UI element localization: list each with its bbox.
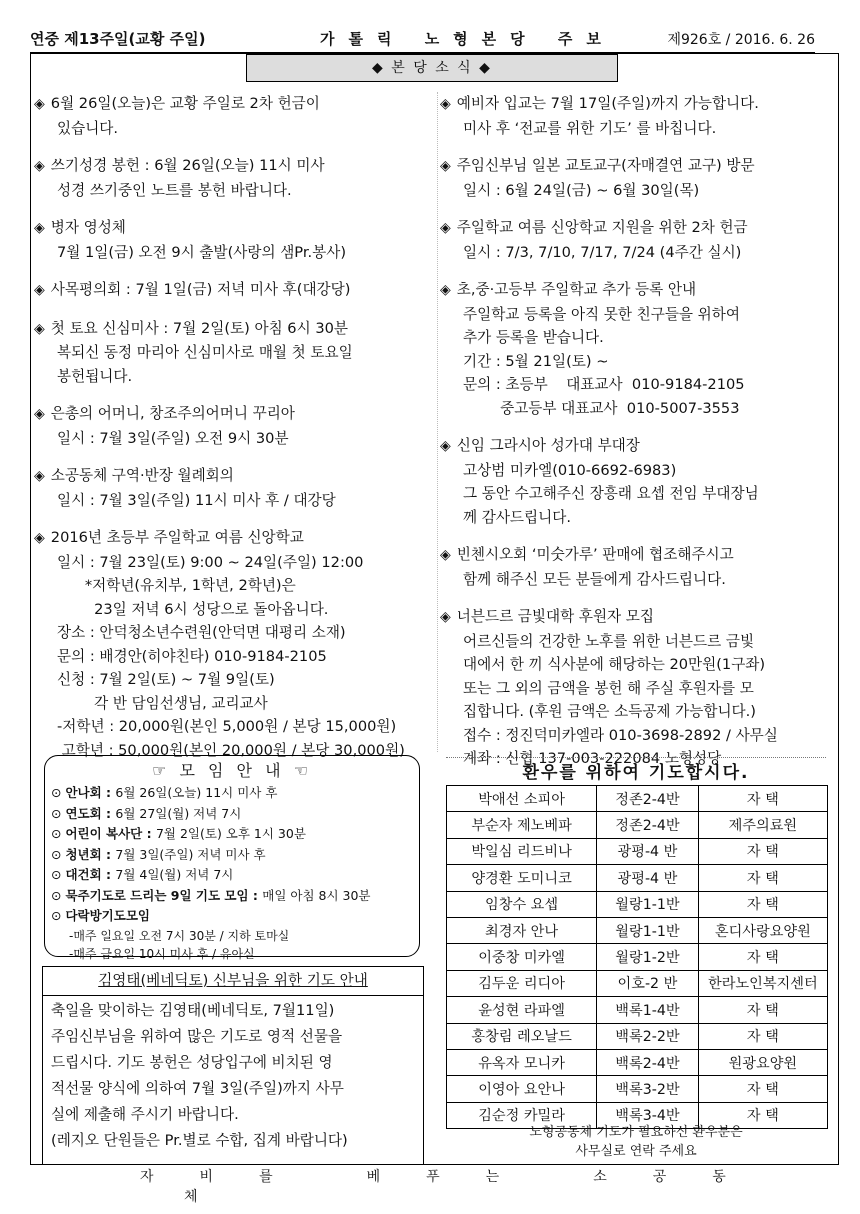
sick-note-line: 사무실로 연락 주세요 bbox=[575, 1144, 697, 1159]
right-news-item bbox=[440, 543, 840, 591]
left-news-column bbox=[34, 92, 434, 776]
news-item-heading-text: 주일학교 여름 신앙학교 지원을 위한 2차 헌금 bbox=[456, 219, 748, 236]
diamond-bullet-icon: ◈ bbox=[34, 320, 45, 337]
meeting-name: 연도회 : bbox=[65, 805, 116, 821]
news-item-line: -저학년 : 20,000원(본인 5,000원 / 본당 15,000원) bbox=[57, 718, 397, 735]
patient-location: 혼디사랑요양원 bbox=[698, 917, 827, 943]
meeting-detail: 7월 4일(월) 저녁 7시 bbox=[115, 867, 234, 882]
news-item-line: 일시 : 6월 24일(금) ~ 6월 30일(목) bbox=[463, 181, 700, 199]
footer-char: 공 bbox=[652, 1169, 669, 1185]
diamond-bullet-icon: ◈ bbox=[440, 282, 451, 298]
left-news-item bbox=[34, 464, 434, 512]
table-row bbox=[447, 891, 828, 917]
patient-district: 이호-2 반 bbox=[597, 970, 699, 996]
patient-name: 김두운 리디아 bbox=[447, 970, 597, 996]
sick-note-line: 노형공동체 기도가 필요하신 환우분은 bbox=[529, 1125, 743, 1140]
patient-name: 박애선 소피아 bbox=[447, 786, 597, 812]
news-item-line: 신청 : 7월 2일(토) ~ 7월 9일(토) bbox=[57, 671, 275, 688]
table-row bbox=[447, 1023, 828, 1049]
news-item-heading bbox=[440, 543, 840, 568]
meeting-name: 묵주기도로 드리는 9일 기도 모임 : bbox=[65, 887, 263, 903]
diamond-bullet-icon: ◈ bbox=[34, 158, 45, 174]
news-item-line: 복되신 동정 마리아 신심미사로 매월 첫 토요일 bbox=[57, 344, 353, 361]
footer-char: 를 bbox=[259, 1169, 275, 1185]
news-item-heading-text: 신임 그라시아 성가대 부대장 bbox=[456, 437, 640, 454]
meeting-subline: -매주 일요일 오전 7시 30분 / 지하 토마실 bbox=[69, 928, 290, 943]
patient-location: 자 택 bbox=[698, 1023, 827, 1049]
table-row bbox=[447, 944, 828, 970]
news-item-line: 미사 후 ‘전교를 위한 기도’ 를 바칩니다. bbox=[463, 119, 717, 137]
prayer-notice-line: 적선물 양식에 의하여 7월 3일(주일)까지 사무 bbox=[51, 1080, 344, 1097]
meeting-row bbox=[45, 845, 419, 866]
news-item-line: 또는 그 외의 금액을 봉헌 해 주실 후원자를 모 bbox=[463, 679, 754, 697]
circle-dot-icon: ⊙ bbox=[51, 826, 66, 841]
right-news-item bbox=[440, 92, 840, 140]
news-item-heading-text: 초,중·고등부 주일학교 추가 등록 안내 bbox=[456, 281, 697, 298]
left-news-item bbox=[34, 317, 434, 389]
left-news-item bbox=[34, 92, 434, 140]
patient-district: 월랑1-2반 bbox=[597, 944, 699, 970]
patient-name: 유옥자 모니카 bbox=[447, 1049, 597, 1075]
meeting-detail: 7월 2일(토) 오후 1시 30분 bbox=[155, 826, 306, 841]
meeting-detail: 6월 27일(월) 저녁 7시 bbox=[115, 805, 242, 821]
diamond-bullet-icon: ◈ bbox=[34, 530, 45, 546]
news-item-heading-text: 첫 토요 신심미사 : 7월 2일(토) 아침 6시 30분 bbox=[50, 319, 348, 337]
news-item-heading-text: 사목평의회 : 7월 1일(금) 저녁 미사 후(대강당) bbox=[50, 281, 351, 298]
prayer-notice-box bbox=[42, 966, 424, 1165]
patient-district: 백록2-4반 bbox=[597, 1049, 699, 1075]
diamond-bullet-icon: ◈ bbox=[34, 282, 45, 298]
meeting-row bbox=[45, 906, 419, 927]
news-item-line: 문의 : 배경안(히야친타) 010-9184-2105 bbox=[57, 647, 327, 665]
patient-district: 정존2-4반 bbox=[597, 786, 699, 812]
circle-dot-icon: ⊙ bbox=[51, 867, 66, 882]
news-item-heading bbox=[34, 92, 434, 117]
table-row bbox=[447, 970, 828, 996]
meeting-row bbox=[45, 865, 419, 886]
news-item-line: 기간 : 5월 21일(토) ~ bbox=[463, 352, 609, 370]
news-item-line: 23일 저녁 6시 성당으로 돌아옵니다. bbox=[57, 600, 329, 618]
page-header bbox=[30, 26, 815, 54]
patient-district: 월랑1-1반 bbox=[597, 917, 699, 943]
table-row bbox=[447, 838, 828, 864]
news-item-line: 추가 등록을 받습니다. bbox=[463, 329, 604, 346]
meeting-name: 청년회 : bbox=[65, 846, 116, 862]
patient-district: 백록3-2반 bbox=[597, 1076, 699, 1102]
news-item-heading-text: 쓰기성경 봉헌 : 6월 26일(오늘) 11시 미사 bbox=[50, 157, 325, 174]
news-item-heading-text: 주임신부님 일본 교토교구(자매결연 교구) 방문 bbox=[456, 157, 755, 174]
patient-name: 이영아 요안나 bbox=[447, 1076, 597, 1102]
sick-list-title: 환우를 위하여 기도합시다. bbox=[522, 763, 750, 783]
diamond-bullet-icon: ◈ bbox=[34, 406, 45, 422]
news-item-line: 함께 해주신 모든 분들에게 감사드립니다. bbox=[463, 570, 726, 588]
news-item-heading-text: 예비자 입교는 7월 17일(주일)까지 가능합니다. bbox=[456, 95, 759, 112]
patient-district: 백록2-2반 bbox=[597, 1023, 699, 1049]
table-row bbox=[447, 997, 828, 1023]
patient-location: 제주의료원 bbox=[698, 812, 827, 838]
news-item-line: 어르신들의 건강한 노후를 위한 너븐드르 금빛 bbox=[463, 632, 755, 650]
patient-location: 자 택 bbox=[698, 1076, 827, 1102]
news-item-heading bbox=[440, 216, 840, 241]
patient-name: 부순자 제노베파 bbox=[447, 812, 597, 838]
news-item-line: 께 감사드립니다. bbox=[463, 508, 571, 526]
news-item-line: 집합니다. (후원 금액은 소득공제 가능합니다.) bbox=[463, 703, 756, 720]
prayer-notice-line: 실에 제출해 주시기 바랍니다. bbox=[51, 1106, 239, 1123]
news-item-line: 일시 : 7월 3일(주일) 오전 9시 30분 bbox=[57, 429, 289, 447]
circle-dot-icon: ⊙ bbox=[51, 785, 66, 800]
liturgical-week: 연중 제13주일(교황 주일) bbox=[30, 30, 206, 48]
news-item-heading bbox=[440, 92, 840, 117]
news-item-line: 그 동안 수고해주신 장흥래 요셉 전임 부대장님 bbox=[463, 485, 759, 502]
table-row bbox=[447, 865, 828, 891]
patient-name: 박일심 리드비나 bbox=[447, 838, 597, 864]
right-news-column bbox=[440, 92, 840, 785]
news-item-heading bbox=[34, 154, 434, 179]
patient-location: 한라노인복지센터 bbox=[698, 970, 827, 996]
prayer-notice-line: (레지오 단원들은 Pr.별로 수합, 집계 바랍니다) bbox=[51, 1132, 348, 1149]
news-item-line: 성경 쓰기중인 노트를 봉헌 바랍니다. bbox=[57, 181, 292, 199]
right-news-item bbox=[440, 605, 840, 771]
news-item-line: 일시 : 7월 3일(주일) 11시 미사 후 / 대강당 bbox=[57, 491, 336, 509]
column-divider bbox=[437, 92, 438, 752]
right-news-item bbox=[440, 216, 840, 264]
sick-list-note bbox=[446, 1123, 826, 1161]
circle-dot-icon: ⊙ bbox=[51, 805, 66, 821]
news-item-line: 접수 : 정진덕미카엘라 010-3698-2892 / 사무실 bbox=[463, 726, 778, 744]
right-news-item bbox=[440, 278, 840, 420]
patient-location: 자 택 bbox=[698, 944, 827, 970]
patient-name: 김순정 카밀라 bbox=[447, 1102, 597, 1128]
patient-district: 정존2-4반 bbox=[597, 812, 699, 838]
footer-char: 푸 bbox=[426, 1169, 442, 1185]
meeting-row bbox=[45, 783, 419, 804]
left-news-item bbox=[34, 216, 434, 264]
left-news-item bbox=[34, 278, 434, 303]
news-item-line: 7월 1일(금) 오전 9시 출발(사랑의 샘Pr.봉사) bbox=[57, 243, 347, 261]
news-item-line: 고학년 : 50,000원(본인 20,000원 / 본당 30,000원) bbox=[57, 741, 405, 759]
patient-location: 자 택 bbox=[698, 838, 827, 864]
patient-name: 최경자 안나 bbox=[447, 917, 597, 943]
meeting-detail: 6월 26일(오늘) 11시 미사 후 bbox=[115, 785, 278, 800]
patient-district: 백록1-4반 bbox=[597, 997, 699, 1023]
news-item-heading-text: 병자 영성체 bbox=[50, 219, 126, 236]
news-item-line: 있습니다. bbox=[57, 119, 119, 137]
footer-char: 동 bbox=[712, 1169, 728, 1185]
patient-district: 백록3-4반 bbox=[597, 1102, 699, 1128]
patient-location: 자 택 bbox=[698, 891, 827, 917]
diamond-bullet-icon: ◈ bbox=[440, 220, 451, 236]
news-item-heading-text: 6월 26일(오늘)은 교황 주일로 2차 헌금이 bbox=[50, 95, 320, 112]
patient-name: 이중창 미카엘 bbox=[447, 944, 597, 970]
news-item-line: 장소 : 안덕청소년수련원(안덕면 대평리 소재) bbox=[57, 624, 346, 641]
news-item-heading-text: 2016년 초등부 주일학교 여름 신앙학교 bbox=[50, 529, 304, 546]
footer-char: 는 bbox=[485, 1169, 502, 1185]
left-news-item bbox=[34, 402, 434, 450]
news-item-heading bbox=[34, 464, 434, 489]
patient-name: 홍창림 레오날드 bbox=[447, 1023, 597, 1049]
patient-location: 자 택 bbox=[698, 1102, 827, 1128]
patient-location: 자 택 bbox=[698, 997, 827, 1023]
news-item-line: *저학년(유치부, 1학년, 2학년)은 bbox=[57, 577, 296, 594]
circle-dot-icon: ⊙ bbox=[51, 908, 66, 923]
patient-location: 자 택 bbox=[698, 865, 827, 891]
meeting-detail: 매일 아침 8시 30분 bbox=[262, 887, 371, 903]
meeting-row bbox=[45, 804, 419, 825]
patient-name: 양경환 도미니코 bbox=[447, 865, 597, 891]
footer-char: 체 bbox=[184, 1189, 200, 1205]
news-item-heading bbox=[440, 154, 840, 179]
diamond-bullet-icon: ◈ bbox=[34, 220, 45, 236]
news-item-line: 대에서 한 끼 식사분에 해당하는 20만원(1구좌) bbox=[463, 656, 766, 673]
news-item-line: 일시 : 7/3, 7/10, 7/17, 7/24 (4주간 실시) bbox=[463, 243, 742, 261]
diamond-bullet-icon: ◈ bbox=[440, 438, 451, 454]
table-row bbox=[447, 812, 828, 838]
news-item-heading-text: 은총의 어머니, 창조주의어머니 꾸리아 bbox=[50, 405, 295, 422]
news-item-line: 각 반 담임선생님, 교리교사 bbox=[57, 694, 268, 712]
footer-motto bbox=[140, 1166, 740, 1206]
meeting-row bbox=[45, 886, 419, 907]
circle-dot-icon: ⊙ bbox=[51, 887, 66, 903]
footer-char: 자 bbox=[140, 1169, 156, 1185]
sick-list-table bbox=[446, 785, 828, 1129]
news-item-heading bbox=[440, 605, 840, 630]
footer-char: 비 bbox=[199, 1169, 216, 1185]
news-item-heading bbox=[440, 434, 840, 459]
table-row bbox=[447, 1076, 828, 1102]
prayer-notice-line: 드립시다. 기도 봉헌은 성당입구에 비치된 영 bbox=[51, 1054, 333, 1071]
patient-location: 자 택 bbox=[698, 786, 827, 812]
diamond-bullet-icon: ◈ bbox=[440, 609, 451, 625]
diamond-bullet-icon: ◈ bbox=[440, 96, 451, 112]
news-item-line: 주일학교 등록을 아직 못한 친구들을 위하여 bbox=[463, 305, 740, 323]
meeting-subline: -매주 금요일 10시 미사 후 / 유아실 bbox=[69, 946, 255, 961]
left-news-item bbox=[34, 154, 434, 202]
news-item-heading bbox=[34, 402, 434, 427]
news-item-heading-text: 빈첸시오회 ‘미숫가루’ 판매에 협조해주시고 bbox=[456, 546, 734, 563]
news-item-line: 고상범 미카엘(010-6692-6983) bbox=[463, 461, 677, 479]
meeting-name: 대건회 : bbox=[65, 867, 116, 882]
news-item-heading bbox=[34, 526, 434, 551]
patient-district: 광평-4 반 bbox=[597, 865, 699, 891]
diamond-bullet-icon: ◈ bbox=[440, 158, 451, 174]
news-item-line: 중고등부 대표교사 010-5007-3553 bbox=[463, 399, 740, 417]
news-item-line: 계좌 : 신협 137-003-222084 노형성당 bbox=[463, 750, 722, 767]
news-item-heading bbox=[440, 278, 840, 303]
meeting-row bbox=[45, 824, 419, 845]
news-item-heading bbox=[34, 278, 434, 303]
news-item-line: 일시 : 7월 23일(토) 9:00 ~ 24일(주일) 12:00 bbox=[57, 553, 364, 571]
meeting-name: 어린이 복사단 : bbox=[65, 826, 156, 841]
meetings-title: ☞ 모 임 안 내 ☜ bbox=[152, 761, 312, 780]
diamond-bullet-icon: ◈ bbox=[440, 547, 451, 563]
right-news-item bbox=[440, 154, 840, 202]
right-news-item bbox=[440, 434, 840, 529]
news-item-line: 문의 : 초등부 대표교사 010-9184-2105 bbox=[463, 376, 745, 393]
prayer-notice-line: 축일을 맞이하는 김영태(베네딕토, 7월11일) bbox=[51, 1002, 335, 1019]
prayer-notice-title: 김영태(베네딕토) 신부님을 위한 기도 안내 bbox=[43, 967, 423, 996]
patient-district: 광평-4 반 bbox=[597, 838, 699, 864]
meetings-box bbox=[44, 755, 420, 961]
left-news-item bbox=[34, 526, 434, 762]
meeting-detail: 7월 3일(주일) 저녁 미사 후 bbox=[115, 846, 266, 862]
table-row bbox=[447, 917, 828, 943]
news-item-heading bbox=[34, 216, 434, 241]
prayer-notice-line: 주임신부님을 위하여 많은 기도로 영적 선물을 bbox=[51, 1028, 343, 1045]
diamond-bullet-icon: ◈ bbox=[34, 468, 45, 484]
news-item-line: 봉헌됩니다. bbox=[57, 367, 133, 385]
patient-location: 원광요양원 bbox=[698, 1049, 827, 1075]
table-row bbox=[447, 786, 828, 812]
footer-char: 소 bbox=[593, 1169, 609, 1185]
news-item-heading-text: 소공동체 구역·반장 월례회의 bbox=[50, 467, 234, 484]
patient-name: 윤성현 라파엘 bbox=[447, 997, 597, 1023]
diamond-bullet-icon: ◈ bbox=[34, 96, 45, 112]
meeting-name: 안나회 : bbox=[65, 785, 116, 800]
patient-name: 임창수 요셉 bbox=[447, 891, 597, 917]
news-item-heading bbox=[34, 317, 434, 342]
bulletin-title: 가톨릭 노형본당 주보 bbox=[320, 30, 615, 48]
patient-district: 월랑1-1반 bbox=[597, 891, 699, 917]
table-row bbox=[447, 1049, 828, 1075]
circle-dot-icon: ⊙ bbox=[51, 846, 66, 862]
meeting-name: 다락방기도모임 bbox=[65, 908, 150, 923]
news-item-heading-text: 너븐드르 금빛대학 후원자 모집 bbox=[456, 608, 654, 625]
footer-char: 베 bbox=[366, 1169, 383, 1185]
issue-number-date: 제926호 / 2016. 6. 26 bbox=[667, 32, 815, 48]
section-banner: ◆ 본 당 소 식 ◆ bbox=[246, 54, 618, 82]
